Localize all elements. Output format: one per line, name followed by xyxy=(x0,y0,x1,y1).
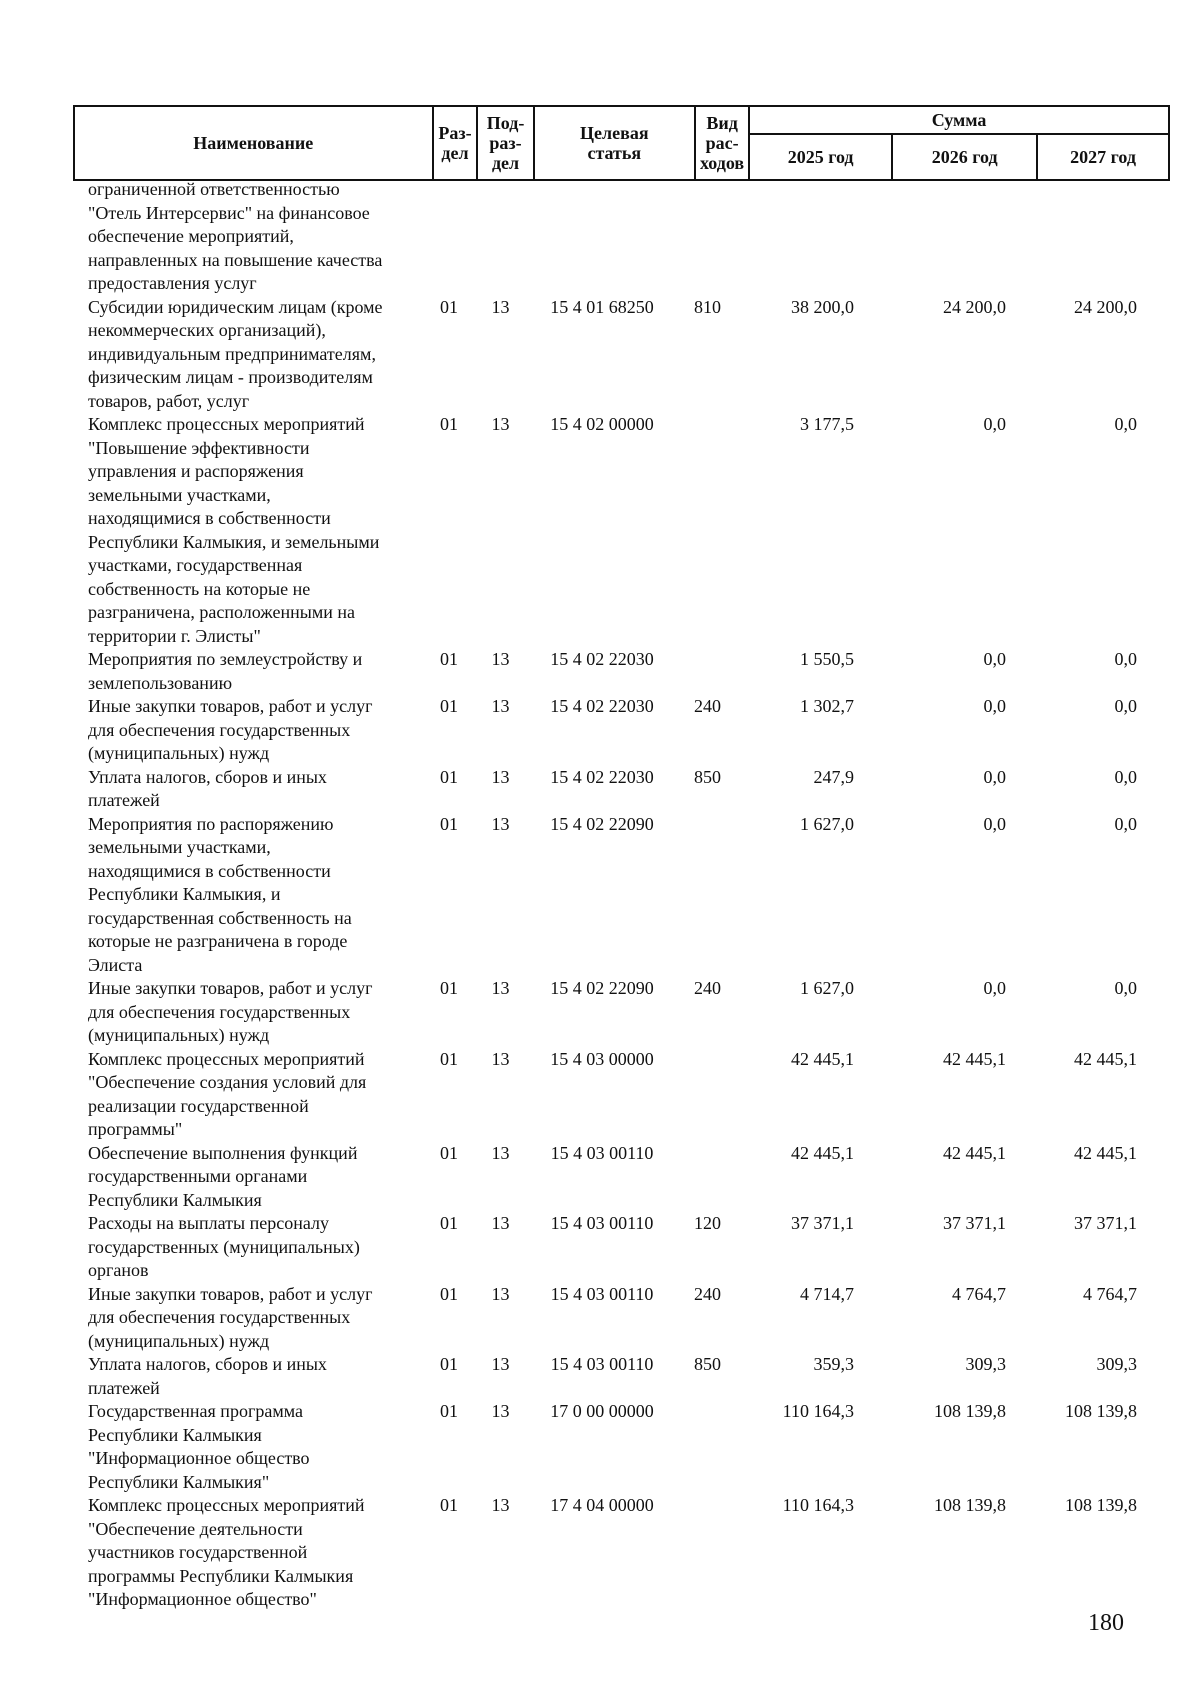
cell-razdel: 01 xyxy=(440,1495,458,1515)
cell-name-line: Мероприятия по распоряжению xyxy=(88,813,334,834)
table-row xyxy=(73,766,1170,813)
cell-name-line: "Отель Интерсервис" на финансовое xyxy=(88,202,370,223)
cell-podrazdel: 13 xyxy=(491,1495,510,1515)
cell-name-line: государственных (муниципальных) xyxy=(88,1236,360,1257)
cell-name-line: Республики Калмыкия xyxy=(88,1189,262,1210)
cell-sum-2027: 42 445,1 xyxy=(1074,1142,1137,1163)
cell-name-line: платежей xyxy=(88,1377,160,1398)
cell-celevaya: 15 4 03 00000 xyxy=(550,1048,654,1069)
table-row xyxy=(73,977,1170,1048)
cell-name-line: для обеспечения государственных xyxy=(88,1307,351,1327)
cell-celevaya: 15 4 02 22030 xyxy=(550,649,654,669)
cell-name-line: управления и распоряжения xyxy=(88,461,304,481)
cell-name-line: реализации государственной xyxy=(88,1095,309,1116)
cell-celevaya: 15 4 03 00110 xyxy=(550,1283,654,1304)
cell-vid xyxy=(681,413,734,648)
cell-podrazdel: 13 xyxy=(491,1213,510,1233)
cell-name-line: находящимися в собственности xyxy=(88,508,331,528)
cell-sum-2027: 0,0 xyxy=(1114,414,1137,434)
cell-name-line: Мероприятия по землеустройству и xyxy=(88,649,363,669)
cell-name-line: (муниципальных) нужд xyxy=(88,743,270,763)
cell-name xyxy=(73,766,424,813)
cell-name-line: (муниципальных) нужд xyxy=(88,1330,270,1351)
cell-sum-2025: 247,9 xyxy=(813,766,854,787)
cell-podrazdel: 13 xyxy=(491,414,510,434)
cell-celevaya xyxy=(523,178,681,296)
cell-name-line: физическим лицам - производителям xyxy=(88,367,373,387)
cell-name-line: (муниципальных) нужд xyxy=(88,1025,270,1045)
cell-podrazdel: 13 xyxy=(491,1354,510,1374)
cell-sum-2026: 24 200,0 xyxy=(943,296,1006,317)
cell-vid xyxy=(681,648,734,695)
cell-sum-2027: 37 371,1 xyxy=(1074,1213,1137,1233)
header-celevaya: Целевая статья xyxy=(534,106,695,180)
cell-podrazdel: 13 xyxy=(491,813,510,834)
cell-name-line: Обеспечение выполнения функций xyxy=(88,1142,358,1163)
cell-celevaya: 15 4 02 22030 xyxy=(550,766,654,787)
cell-name xyxy=(73,1142,424,1213)
cell-sum-2026: 0,0 xyxy=(983,649,1006,669)
cell-name xyxy=(73,648,424,695)
cell-vid xyxy=(681,178,734,296)
cell-sum-2027: 0,0 xyxy=(1114,649,1137,669)
cell-sum-2025: 37 371,1 xyxy=(791,1213,854,1233)
cell-sum-2027: 0,0 xyxy=(1114,696,1137,716)
cell-name-line: Субсидии юридическим лицам (кроме xyxy=(88,296,383,317)
table-row xyxy=(73,1212,1170,1283)
cell-razdel: 01 xyxy=(440,414,458,434)
table-row xyxy=(73,1283,1170,1354)
cell-vid: 810 xyxy=(694,296,721,317)
cell-celevaya: 15 4 02 22090 xyxy=(550,813,654,834)
cell-sum-2025: 1 627,0 xyxy=(800,978,854,998)
page-number: 180 xyxy=(1088,1610,1124,1636)
cell-sum-2025: 4 714,7 xyxy=(800,1283,854,1304)
cell-razdel: 01 xyxy=(440,696,458,716)
cell-name-line: некоммерческих организаций), xyxy=(88,320,326,340)
cell-name-line: участников государственной xyxy=(88,1542,308,1562)
cell-sum-2027: 0,0 xyxy=(1114,766,1137,787)
cell-vid: 240 xyxy=(694,696,721,716)
cell-name-line: органов xyxy=(88,1260,149,1280)
cell-name-line: которые не разграничена в городе xyxy=(88,931,348,951)
cell-sum-2026: 0,0 xyxy=(983,813,1006,834)
header-podrazdel: Под- раз- дел xyxy=(477,106,533,180)
table-row xyxy=(73,296,1170,414)
cell-celevaya: 15 4 02 00000 xyxy=(550,414,654,434)
cell-podrazdel: 13 xyxy=(491,1283,510,1304)
cell-sum-2026: 108 139,8 xyxy=(934,1401,1006,1421)
cell-podrazdel: 13 xyxy=(491,649,510,669)
cell-celevaya: 15 4 03 00110 xyxy=(550,1354,654,1374)
cell-razdel: 01 xyxy=(440,1283,458,1304)
cell-name xyxy=(73,1048,424,1142)
cell-name-line: "Информационное общество xyxy=(88,1448,310,1468)
cell-sum-2026: 0,0 xyxy=(983,696,1006,716)
cell-sum-2025: 1 627,0 xyxy=(800,813,854,834)
cell-celevaya: 17 0 00 00000 xyxy=(550,1401,654,1421)
cell-name-line: Расходы на выплаты персоналу xyxy=(88,1213,329,1233)
cell-sum-2026: 0,0 xyxy=(983,766,1006,787)
table-row xyxy=(73,813,1170,978)
cell-name-line: землепользованию xyxy=(88,672,233,693)
cell-celevaya: 15 4 02 22030 xyxy=(550,696,654,716)
cell-sum-2026: 4 764,7 xyxy=(952,1283,1006,1304)
cell-name-line: Комплекс процессных мероприятий xyxy=(88,1048,365,1069)
cell-podrazdel: 13 xyxy=(491,1401,510,1421)
cell-celevaya: 15 4 01 68250 xyxy=(550,296,654,317)
table-row xyxy=(73,1400,1170,1494)
table-row xyxy=(73,178,1170,296)
cell-name-line: предоставления услуг xyxy=(88,273,257,293)
cell-sum-2025: 1 550,5 xyxy=(800,649,854,669)
cell-podrazdel: 13 xyxy=(491,696,510,716)
cell-sum-2025: 1 302,7 xyxy=(800,696,854,716)
table-row xyxy=(73,648,1170,695)
cell-name-line: Иные закупки товаров, работ и услуг xyxy=(88,978,373,998)
cell-name-line: платежей xyxy=(88,790,160,810)
cell-vid xyxy=(681,1400,734,1494)
cell-vid xyxy=(681,1048,734,1142)
cell-name-line: Комплекс процессных мероприятий xyxy=(88,1495,365,1515)
cell-razdel: 01 xyxy=(440,813,458,834)
cell-name xyxy=(73,1353,424,1400)
cell-sum-2027: 108 139,8 xyxy=(1065,1495,1137,1515)
cell-sum-2027: 0,0 xyxy=(1114,813,1137,834)
header-name: Наименование xyxy=(74,106,433,180)
cell-name-line: Республики Калмыкия, и земельными xyxy=(88,531,380,552)
header-summa: Сумма xyxy=(749,106,1169,134)
cell-sum-2026 xyxy=(874,178,1016,296)
cell-podrazdel: 13 xyxy=(491,1048,510,1069)
cell-sum-2025: 110 164,3 xyxy=(782,1401,854,1421)
cell-name xyxy=(73,296,424,414)
cell-name-line: обеспечение мероприятий, xyxy=(88,226,294,246)
cell-podrazdel: 13 xyxy=(491,296,510,317)
cell-name-line: Республики Калмыкия" xyxy=(88,1471,270,1492)
cell-sum-2027 xyxy=(1016,178,1145,296)
cell-name-line: индивидуальным предпринимателям, xyxy=(88,343,376,364)
cell-name-line: Республики Калмыкия xyxy=(88,1424,262,1445)
cell-name xyxy=(73,1494,424,1612)
cell-vid xyxy=(681,813,734,978)
cell-celevaya: 15 4 03 00110 xyxy=(550,1142,654,1163)
header-year-2027: 2027 год xyxy=(1037,134,1169,180)
cell-name-line: собственность на которые не xyxy=(88,578,311,599)
cell-sum-2026: 309,3 xyxy=(965,1354,1006,1374)
cell-sum-2025: 38 200,0 xyxy=(791,296,854,317)
cell-vid: 850 xyxy=(694,1354,721,1374)
cell-vid: 240 xyxy=(694,1283,721,1304)
cell-name xyxy=(73,813,424,978)
cell-vid xyxy=(681,1142,734,1213)
cell-name-line: участками, государственная xyxy=(88,555,303,575)
cell-sum-2027: 4 764,7 xyxy=(1083,1283,1137,1304)
header-vid: Вид рас- ходов xyxy=(695,106,749,180)
table-header xyxy=(73,105,1170,181)
cell-name-line: государственными органами xyxy=(88,1166,308,1186)
cell-sum-2025 xyxy=(734,178,874,296)
cell-name-line: для обеспечения государственных xyxy=(88,719,351,740)
cell-sum-2025: 359,3 xyxy=(813,1354,854,1374)
cell-name-line: ограниченной ответственностью xyxy=(88,179,340,199)
cell-name-line: Уплата налогов, сборов и иных xyxy=(88,1354,327,1374)
cell-sum-2025: 42 445,1 xyxy=(791,1142,854,1163)
cell-name-line: для обеспечения государственных xyxy=(88,1001,351,1022)
header-razdel: Раз- дел xyxy=(433,106,478,180)
cell-podrazdel: 13 xyxy=(491,1142,510,1163)
cell-celevaya: 15 4 03 00110 xyxy=(550,1213,654,1233)
cell-name-line: находящимися в собственности xyxy=(88,860,331,881)
cell-name xyxy=(73,413,424,648)
cell-name-line: программы" xyxy=(88,1119,183,1139)
cell-name-line: Иные закупки товаров, работ и услуг xyxy=(88,696,373,716)
cell-vid: 120 xyxy=(694,1213,721,1233)
cell-podrazdel: 13 xyxy=(491,766,510,787)
table-row xyxy=(73,695,1170,766)
cell-celevaya: 15 4 02 22090 xyxy=(550,978,654,998)
cell-sum-2025: 110 164,3 xyxy=(782,1495,854,1515)
cell-sum-2027: 42 445,1 xyxy=(1074,1048,1137,1069)
cell-vid: 240 xyxy=(694,978,721,998)
cell-name xyxy=(73,1212,424,1283)
cell-name xyxy=(73,1400,424,1494)
cell-sum-2027: 108 139,8 xyxy=(1065,1401,1137,1421)
cell-podrazdel: 13 xyxy=(491,978,510,998)
cell-sum-2027: 309,3 xyxy=(1096,1354,1137,1374)
cell-name xyxy=(73,1283,424,1354)
cell-name-line: земельными участками, xyxy=(88,837,271,857)
cell-podrazdel xyxy=(468,178,523,296)
cell-razdel: 01 xyxy=(440,766,458,787)
cell-name-line: Комплекс процессных мероприятий xyxy=(88,414,365,434)
cell-sum-2026: 108 139,8 xyxy=(934,1495,1006,1515)
cell-name-line: Уплата налогов, сборов и иных xyxy=(88,766,327,787)
table-row xyxy=(73,1048,1170,1142)
cell-sum-2026: 42 445,1 xyxy=(943,1048,1006,1069)
header-year-2026: 2026 год xyxy=(892,134,1037,180)
cell-name-line: Иные закупки товаров, работ и услуг xyxy=(88,1283,373,1304)
table-row xyxy=(73,1353,1170,1400)
cell-name-line: разграничена, расположенными на xyxy=(88,602,356,622)
cell-celevaya: 17 4 04 00000 xyxy=(550,1495,654,1515)
cell-name-line: "Повышение эффективности xyxy=(88,437,310,458)
cell-name xyxy=(73,977,424,1048)
cell-name-line: Государственная программа xyxy=(88,1401,303,1421)
cell-sum-2026: 42 445,1 xyxy=(943,1142,1006,1163)
cell-razdel: 01 xyxy=(440,1213,458,1233)
cell-name-line: государственная собственность на xyxy=(88,907,352,928)
cell-sum-2026: 0,0 xyxy=(983,414,1006,434)
table-body xyxy=(73,178,1170,1612)
cell-name-line: Элиста xyxy=(88,954,143,975)
cell-sum-2026: 37 371,1 xyxy=(943,1213,1006,1233)
cell-name-line: товаров, работ, услуг xyxy=(88,390,250,411)
cell-vid: 850 xyxy=(694,766,721,787)
cell-name-line: Республики Калмыкия, и xyxy=(88,884,281,904)
cell-razdel: 01 xyxy=(440,296,458,317)
cell-name-line: территории г. Элисты" xyxy=(88,625,261,646)
cell-vid xyxy=(681,1494,734,1612)
cell-name-line: "Информационное общество" xyxy=(88,1589,317,1609)
cell-name-line: направленных на повышение качества xyxy=(88,249,383,270)
table-row xyxy=(73,1494,1170,1612)
cell-sum-2025: 42 445,1 xyxy=(791,1048,854,1069)
cell-razdel xyxy=(424,178,468,296)
cell-razdel: 01 xyxy=(440,649,458,669)
cell-name-line: программы Республики Калмыкия xyxy=(88,1565,354,1586)
cell-razdel: 01 xyxy=(440,1354,458,1374)
cell-sum-2027: 24 200,0 xyxy=(1074,296,1137,317)
cell-name xyxy=(73,695,424,766)
cell-name-line: "Обеспечение создания условий для xyxy=(88,1072,367,1092)
cell-name-line: "Обеспечение деятельности xyxy=(88,1518,303,1539)
table-row xyxy=(73,413,1170,648)
cell-name-line: земельными участками, xyxy=(88,484,271,505)
header-year-2025: 2025 год xyxy=(749,134,892,180)
cell-sum-2025: 3 177,5 xyxy=(800,414,854,434)
table-row xyxy=(73,1142,1170,1213)
cell-razdel: 01 xyxy=(440,978,458,998)
cell-razdel: 01 xyxy=(440,1142,458,1163)
cell-razdel: 01 xyxy=(440,1048,458,1069)
cell-name xyxy=(73,178,424,296)
cell-sum-2026: 0,0 xyxy=(983,978,1006,998)
cell-razdel: 01 xyxy=(440,1401,458,1421)
cell-sum-2027: 0,0 xyxy=(1114,978,1137,998)
